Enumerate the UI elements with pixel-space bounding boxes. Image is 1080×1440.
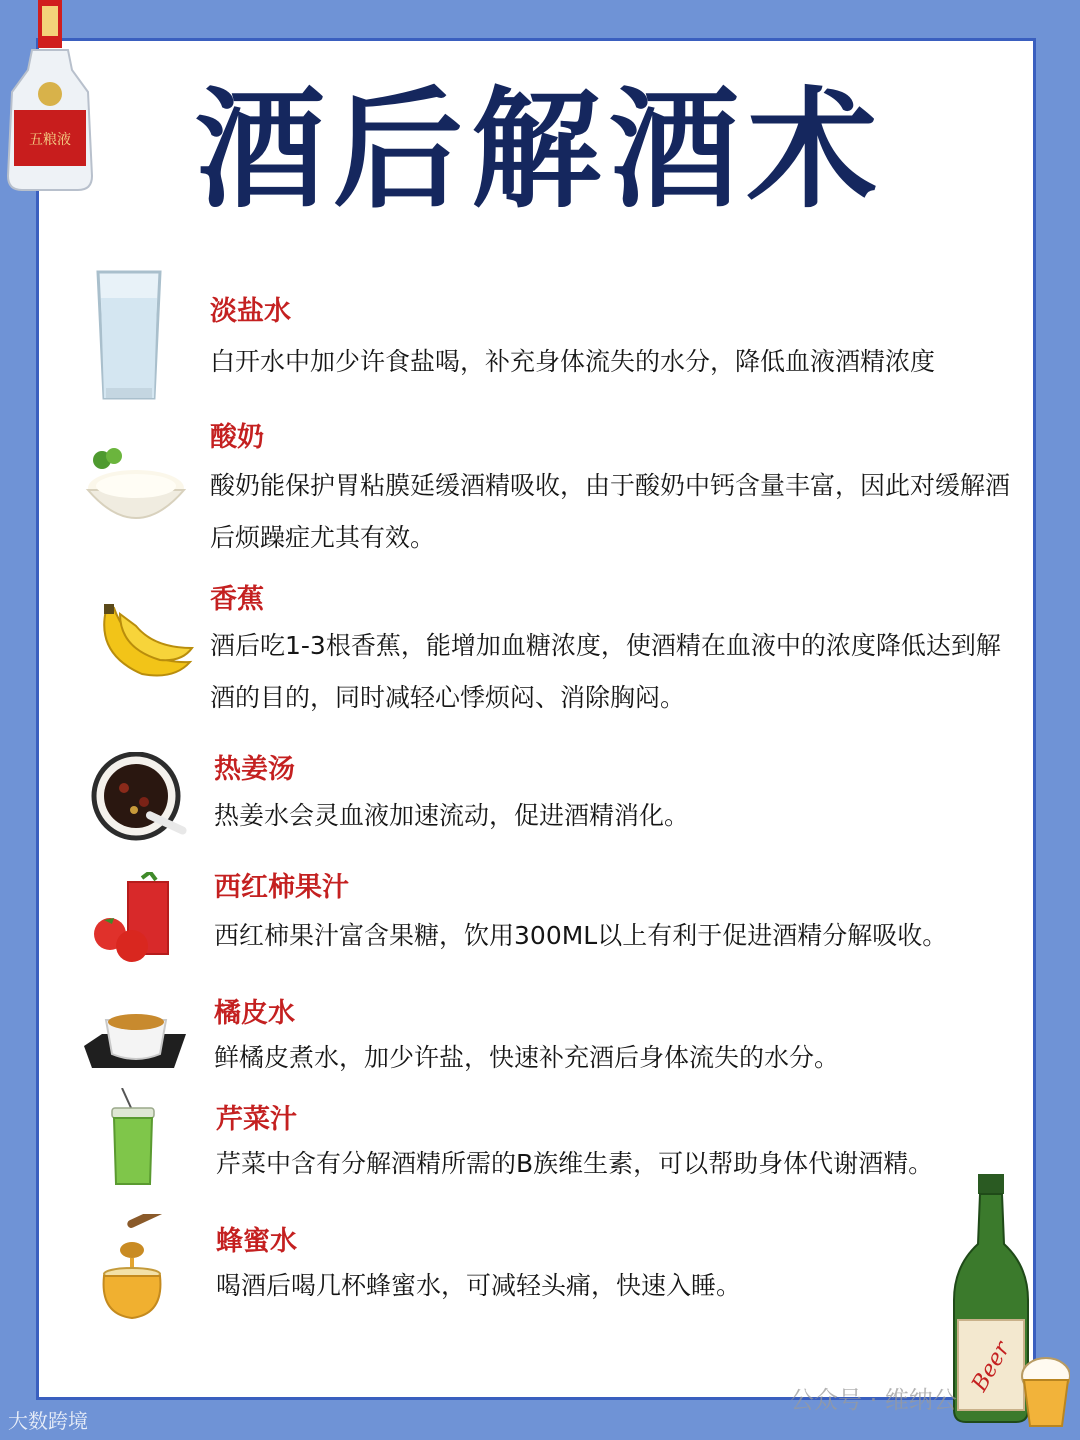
item-heading: 酸奶 bbox=[210, 422, 264, 453]
item-description: 西红柿果汁富含果糖，饮用300ML以上有利于促进酒精分解吸收。 bbox=[214, 921, 948, 950]
item-description: 酒后吃1-3根香蕉，能增加血糖浓度，使酒精在血液中的浓度降低达到解酒的目的，同时减轻心悸烦闷、消除胸闷。 bbox=[210, 631, 1001, 712]
item-heading: 蜂蜜水 bbox=[216, 1226, 297, 1257]
beer-label: Beer bbox=[967, 1337, 1016, 1396]
item-description: 热姜水会灵血液加速流动，促进酒精消化。 bbox=[214, 801, 690, 830]
item-heading: 芹菜汁 bbox=[216, 1104, 297, 1135]
item-description: 白开水中加少许食盐喝，补充身体流失的水分，降低血液酒精浓度 bbox=[210, 347, 936, 376]
banana-icon bbox=[90, 604, 196, 684]
item-description: 酸奶能保护胃粘膜延缓酒精吸收，由于酸奶中钙含量丰富，因此对缓解酒后烦躁症尤其有效。 bbox=[210, 471, 1011, 552]
honey-jar-icon bbox=[96, 1214, 180, 1326]
item-heading: 西红柿果汁 bbox=[214, 872, 349, 903]
celery-juice-icon bbox=[108, 1088, 158, 1192]
water-glass-icon bbox=[94, 268, 164, 408]
beer-bottle-icon bbox=[950, 1170, 1070, 1436]
footer-watermark-right: 公众号 · 维纳公 bbox=[790, 1386, 957, 1414]
yogurt-bowl-icon bbox=[80, 446, 186, 540]
page-title: 酒后解酒术 bbox=[194, 74, 885, 226]
item-heading: 橘皮水 bbox=[214, 998, 295, 1029]
footer-watermark-left: 大数跨境 bbox=[8, 1409, 88, 1433]
baijiu-label: 五粮液 bbox=[29, 132, 71, 148]
item-heading: 热姜汤 bbox=[214, 754, 295, 785]
tea-cup-icon bbox=[82, 1006, 188, 1076]
tomato-juice-icon bbox=[90, 872, 180, 968]
item-description: 喝酒后喝几杯蜂蜜水，可减轻头痛，快速入睡。 bbox=[216, 1271, 742, 1300]
item-description: 芹菜中含有分解酒精所需的B族维生素，可以帮助身体代谢酒精。 bbox=[216, 1149, 934, 1178]
ginger-soup-icon bbox=[88, 752, 194, 846]
item-description: 鲜橘皮煮水，加少许盐，快速补充酒后身体流失的水分。 bbox=[214, 1043, 840, 1072]
item-heading: 香蕉 bbox=[210, 584, 264, 615]
item-heading: 淡盐水 bbox=[210, 296, 291, 327]
